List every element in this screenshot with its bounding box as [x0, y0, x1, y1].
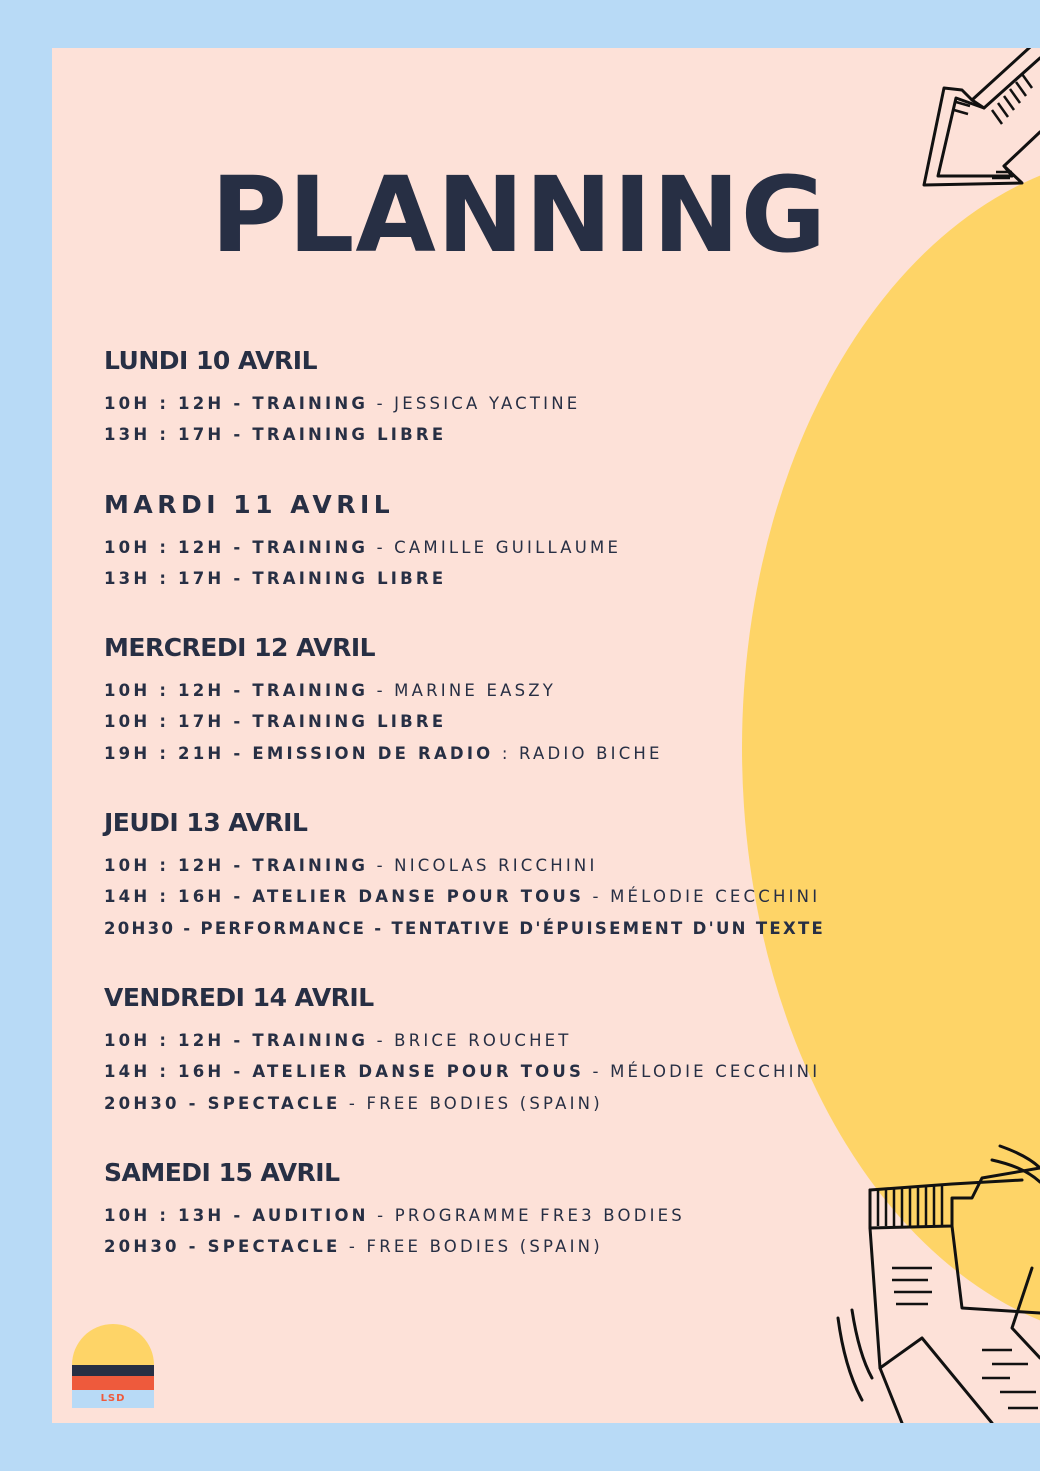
schedule-line: 10H : 13H - AUDITION - PROGRAMME FRE3 BODIES	[104, 1206, 685, 1225]
day-heading: MARDI 11 AVRIL	[104, 490, 395, 519]
schedule-line: 13H : 17H - TRAINING LIBRE	[104, 425, 447, 445]
schedule-line: 10H : 17H - TRAINING LIBRE	[104, 712, 447, 732]
day-monday	[104, 346, 580, 451]
schedule-line: 20H30 - SPECTACLE - FREE BODIES (SPAIN)	[104, 1237, 603, 1257]
day-heading: SAMEDI 15 AVRIL	[104, 1158, 340, 1187]
schedule-line: 14H : 16H - ATELIER DANSE POUR TOUS - MÉLODIE CECCHINI	[104, 1062, 821, 1082]
poster	[52, 48, 1040, 1423]
lsd-logo	[72, 1324, 154, 1408]
schedule-line: 10H : 12H - TRAINING - NICOLAS RICCHINI	[104, 856, 598, 875]
logo-text: LSD	[72, 1390, 154, 1408]
logo-stripe-dark	[72, 1365, 154, 1376]
page-title: PLANNING	[210, 154, 828, 276]
day-heading: JEUDI 13 AVRIL	[104, 808, 308, 837]
hand-drawn-arrow-icon	[832, 1138, 1040, 1423]
day-wednesday	[104, 633, 663, 769]
day-friday	[104, 983, 820, 1119]
day-heading: LUNDI 10 AVRIL	[104, 346, 317, 375]
schedule-line: 20H30 - SPECTACLE - FREE BODIES (SPAIN)	[104, 1093, 603, 1113]
day-thursday	[104, 808, 825, 944]
day-heading: VENDREDI 14 AVRIL	[104, 983, 374, 1012]
schedule-line: 20H30 - PERFORMANCE - TENTATIVE D'ÉPUISEMENT D'UN TEXTE	[104, 918, 826, 938]
day-heading: MERCREDI 12 AVRIL	[104, 633, 376, 662]
schedule-line: 13H : 17H - TRAINING LIBRE	[104, 569, 447, 589]
schedule-line: 10H : 12H - TRAINING - BRICE ROUCHET	[104, 1031, 572, 1050]
schedule-line: 10H : 12H - TRAINING - JESSICA YACTINE	[104, 394, 581, 413]
day-tuesday	[104, 490, 621, 595]
schedule-line: 10H : 12H - TRAINING - MARINE EASZY	[104, 681, 557, 700]
schedule-line: 10H : 12H - TRAINING - CAMILLE GUILLAUME	[104, 538, 622, 557]
logo-stripe-red	[72, 1376, 154, 1390]
schedule-line: 19H : 21H - EMISSION DE RADIO : RADIO BICHE	[104, 743, 663, 763]
day-saturday	[104, 1158, 685, 1263]
schedule-line: 14H : 16H - ATELIER DANSE POUR TOUS - MÉLODIE CECCHINI	[104, 887, 821, 907]
